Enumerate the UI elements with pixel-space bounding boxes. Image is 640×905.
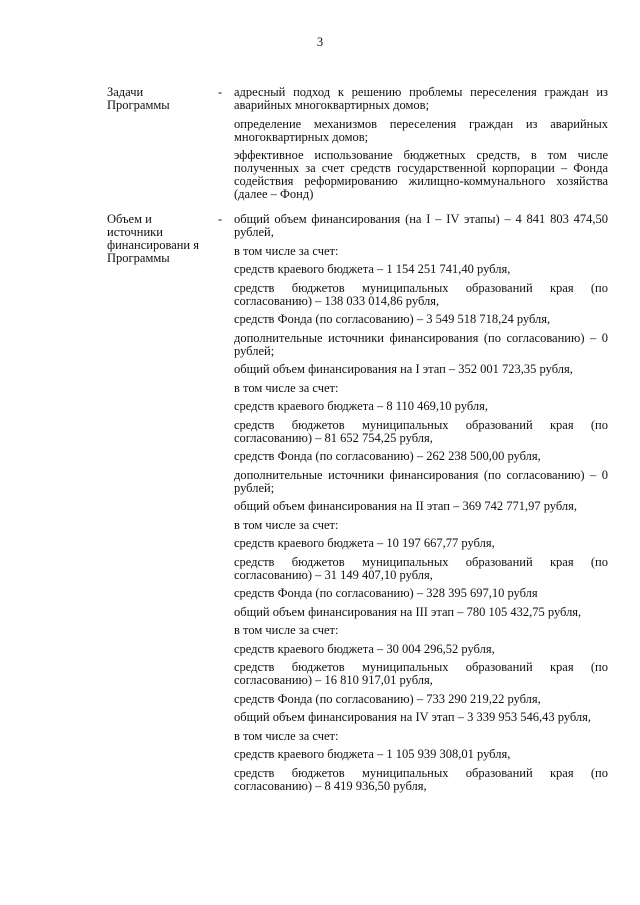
stage3-municipal-budgets: средств бюджетов муниципальных образований края (по согласованию) – 16 810 917,01 рубля, — [234, 660, 608, 687]
stage4-total: общий объем финансирования на IV этап – 3 339 953 546,43 рубля, — [234, 710, 592, 724]
tasks-paragraph: адресный подход к решению проблемы переселения граждан из аварийных многоквартирных домов; — [234, 85, 608, 112]
page-number: 3 — [316, 35, 324, 49]
tasks-paragraph: эффективное использование бюджетных средств, в том числе полученных за счет средств государственной корпорации – Фонда содействия реформированию жилищно-коммунального хозяйства (далее – Фонд) — [234, 148, 608, 201]
financing-additional-sources: дополнительные источники финансирования (по согласованию) – 0 рублей; — [234, 330, 608, 358]
stage1-including: в том числе за счет: — [234, 380, 339, 395]
stage1-municipal-budgets: средств бюджетов муниципальных образований края (по согласованию) – 81 652 754,25 рубля, — [234, 417, 608, 445]
tasks-label: Задачи Программы — [107, 85, 170, 112]
stage2-total: общий объем финансирования на II этап – 369 742 771,97 рубля, — [234, 499, 578, 513]
financing-regional-budget: средств краевого бюджета – 1 154 251 741,40 рубля, — [234, 262, 511, 276]
stage3-including: в том числе за счет: — [234, 623, 339, 637]
financing-label: Объем и источники финансировани я Программы — [107, 212, 199, 265]
tasks-dash: - — [218, 85, 223, 99]
financing-municipal-budgets: средств бюджетов муниципальных образований края (по согласованию) – 138 033 014,86 рубля, — [234, 280, 608, 308]
stage1-fund: средств Фонда (по согласованию) – 262 238 500,00 рубля, — [234, 449, 541, 463]
stage3-regional-budget: средств краевого бюджета – 30 004 296,52 рубля, — [234, 641, 495, 656]
tasks-paragraph: определение механизмов переселения граждан из аварийных многоквартирных домов; — [234, 116, 608, 144]
financing-fund: средств Фонда (по согласованию) – 3 549 518 718,24 рубля, — [234, 312, 551, 326]
stage1-regional-budget: средств краевого бюджета – 8 110 469,10 рубля, — [234, 399, 488, 413]
stage1-total: общий объем финансирования на I этап – 352 001 723,35 рубля, — [234, 362, 573, 376]
stage2-municipal-budgets: средств бюджетов муниципальных образований края (по согласованию) – 31 149 407,10 рубля, — [234, 554, 608, 582]
stage3-fund: средств Фонда (по согласованию) – 733 290 219,22 рубля, — [234, 691, 541, 706]
stage4-regional-budget: средств краевого бюджета – 1 105 939 308,01 рубля, — [234, 747, 511, 761]
financing-content — [234, 213, 608, 798]
stage2-fund: средств Фонда (по согласованию) – 328 395 697,10 рубля — [234, 586, 538, 600]
financing-total: общий объем финансирования (на I – IV этапы) – 4 841 803 474,50 рублей, — [234, 212, 608, 239]
stage4-municipal-budgets: средств бюджетов муниципальных образований края (по согласованию) – 8 419 936,50 рубля, — [234, 765, 608, 793]
stage4-including: в том числе за счет: — [234, 728, 339, 743]
stage2-regional-budget: средств краевого бюджета – 10 197 667,77 рубля, — [234, 536, 495, 550]
financing-including: в том числе за счет: — [234, 243, 339, 258]
stage1-additional-sources: дополнительные источники финансирования (по согласованию) – 0 рублей; — [234, 467, 608, 495]
financing-dash: - — [218, 212, 223, 226]
stage3-total: общий объем финансирования на III этап – 780 105 432,75 рубля, — [234, 604, 582, 619]
stage2-including: в том числе за счет: — [234, 517, 339, 532]
tasks-content — [234, 86, 608, 207]
